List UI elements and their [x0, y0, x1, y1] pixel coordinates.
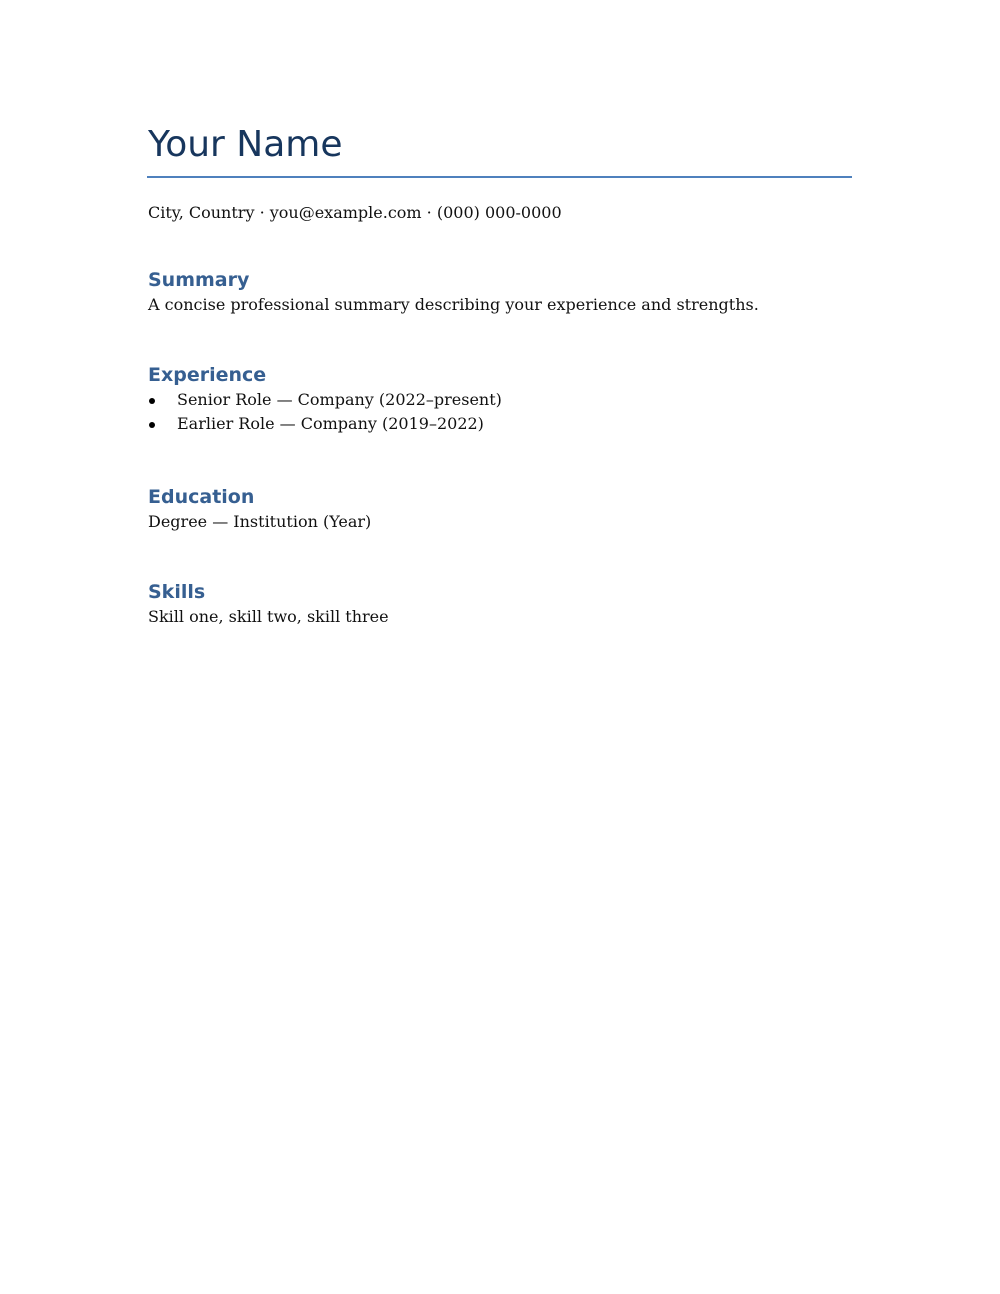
skills-text: Skill one, skill two, skill three	[148, 607, 389, 626]
experience-item-text: Earlier Role — Company (2019–2022)	[177, 414, 484, 433]
summary-section	[148, 267, 852, 317]
resume-name: Your Name	[148, 124, 343, 165]
experience-item-text: Senior Role — Company (2022–present)	[177, 390, 502, 409]
skills-section	[148, 579, 852, 629]
contact-line: City, Country · you@example.com · (000) 000-0000	[148, 203, 562, 222]
education-heading: Education	[148, 486, 255, 508]
education-section	[148, 484, 852, 534]
title-divider	[147, 176, 852, 178]
experience-section	[148, 362, 852, 436]
experience-item	[148, 412, 852, 436]
experience-list	[148, 388, 852, 436]
summary-heading: Summary	[148, 269, 250, 291]
skills-heading: Skills	[148, 581, 206, 603]
education-text: Degree — Institution (Year)	[148, 512, 372, 531]
experience-heading: Experience	[148, 364, 267, 386]
summary-text: A concise professional summary describing your experience and strengths.	[148, 295, 759, 314]
experience-item	[148, 388, 852, 412]
bullet-icon	[149, 398, 155, 404]
bullet-icon	[149, 422, 155, 428]
